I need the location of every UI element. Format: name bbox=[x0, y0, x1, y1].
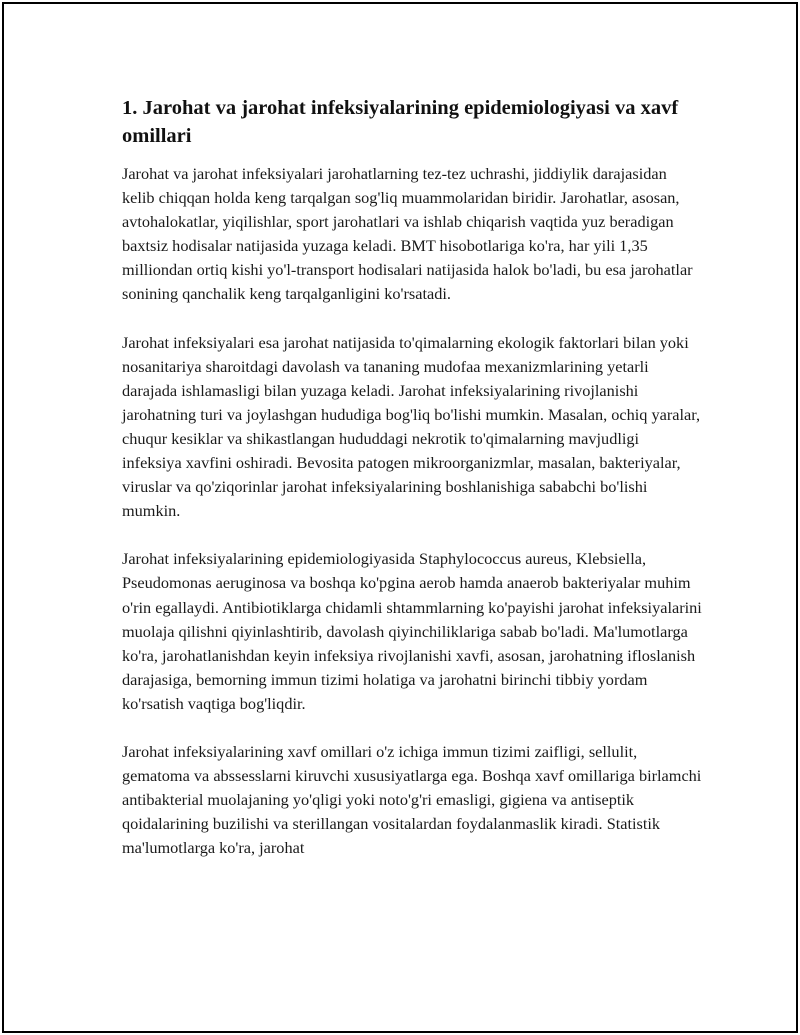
paragraph-4: Jarohat infeksiyalarining xavf omillari o'z ichiga immun tizimi zaifligi, sellulit, gematoma va abssesslarni kiruvchi xususiyatlarga ega. Boshqa xavf omillariga birlamchi antibakterial muolajaning yo'qligi yoki noto'g'ri emasligi, gigiena va antiseptik qoidalarining buzilishi va sterillangan vositalardan foydalanmaslik kiradi. Statistik ma'lumotlarga ko'ra, jarohat bbox=[122, 741, 702, 858]
paragraph-1: Jarohat va jarohat infeksiyalari jarohatlarning tez-tez uchrashi, jiddiylik darajasidan kelib chiqqan holda keng tarqalgan sog'liq muammolaridan biridir. Jarohatlar, asosan, avtohalokatlar, yiqilishlar, sport jarohatlari va ishlab chiqarish vaqtida yuz beradigan baxtsiz hodisalar natijasida yuzaga keladi. BMT hisobotlariga ko'ra, har yili 1,35 milliondan ortiq kishi yo'l-transport hodisalari natijasida halok bo'ladi, bu esa jarohatlar sonining qanchalik keng tarqalganligini ko'rsatadi. bbox=[122, 164, 693, 304]
paragraph-3: Jarohat infeksiyalarining epidemiologiyasida Staphylococcus aureus, Klebsiella, Pseudomonas aeruginosa va boshqa ko'pgina aerob hamda anaerob bakteriyalar muhim o'rin egallaydi. Antibiotiklarga chidamli shtammlarning ko'payishi jarohat infeksiyalarini muolaja qilishni qiyinlashtirib, davolash qiyinchiliklariga sabab bo'ladi. Ma'lumotlarga ko'ra, jarohatlanishdan keyin infeksiya rivojlanishi xavfi, asosan, jarohatning ifloslanish darajasiga, bemorning immun tizimi holatiga va jarohatni birinchi tibbiy yordam ko'rsatish vaqtiga bog'liqdir. bbox=[122, 549, 702, 713]
document-body bbox=[122, 94, 702, 884]
paragraph-2: Jarohat infeksiyalari esa jarohat natijasida to'qimalarning ekologik faktorlari bilan yoki nosanitariya sharoitdagi davolash va tananing mudofaa mexanizmlarining yetarli darajada ishlamasligi bilan yuzaga keladi. Jarohat infeksiyalarining rivojlanishi jarohatning turi va joylashgan hududiga bog'liq bo'lishi mumkin. Masalan, ochiq yaralar, chuqur kesiklar va shikastlangan hududdagi nekrotik to'qimalarning mavjudligi infeksiya xavfini oshiradi. Bevosita patogen mikroorganizmlar, masalan, bakteriyalar, viruslar va qo'ziqorinlar jarohat infeksiyalarining boshlanishiga sababchi bo'lishi mumkin. bbox=[122, 332, 701, 521]
section-heading: 1. Jarohat va jarohat infeksiyalarining epidemiologiyasi va xavf omillari bbox=[122, 97, 679, 147]
page-frame bbox=[2, 2, 798, 1033]
